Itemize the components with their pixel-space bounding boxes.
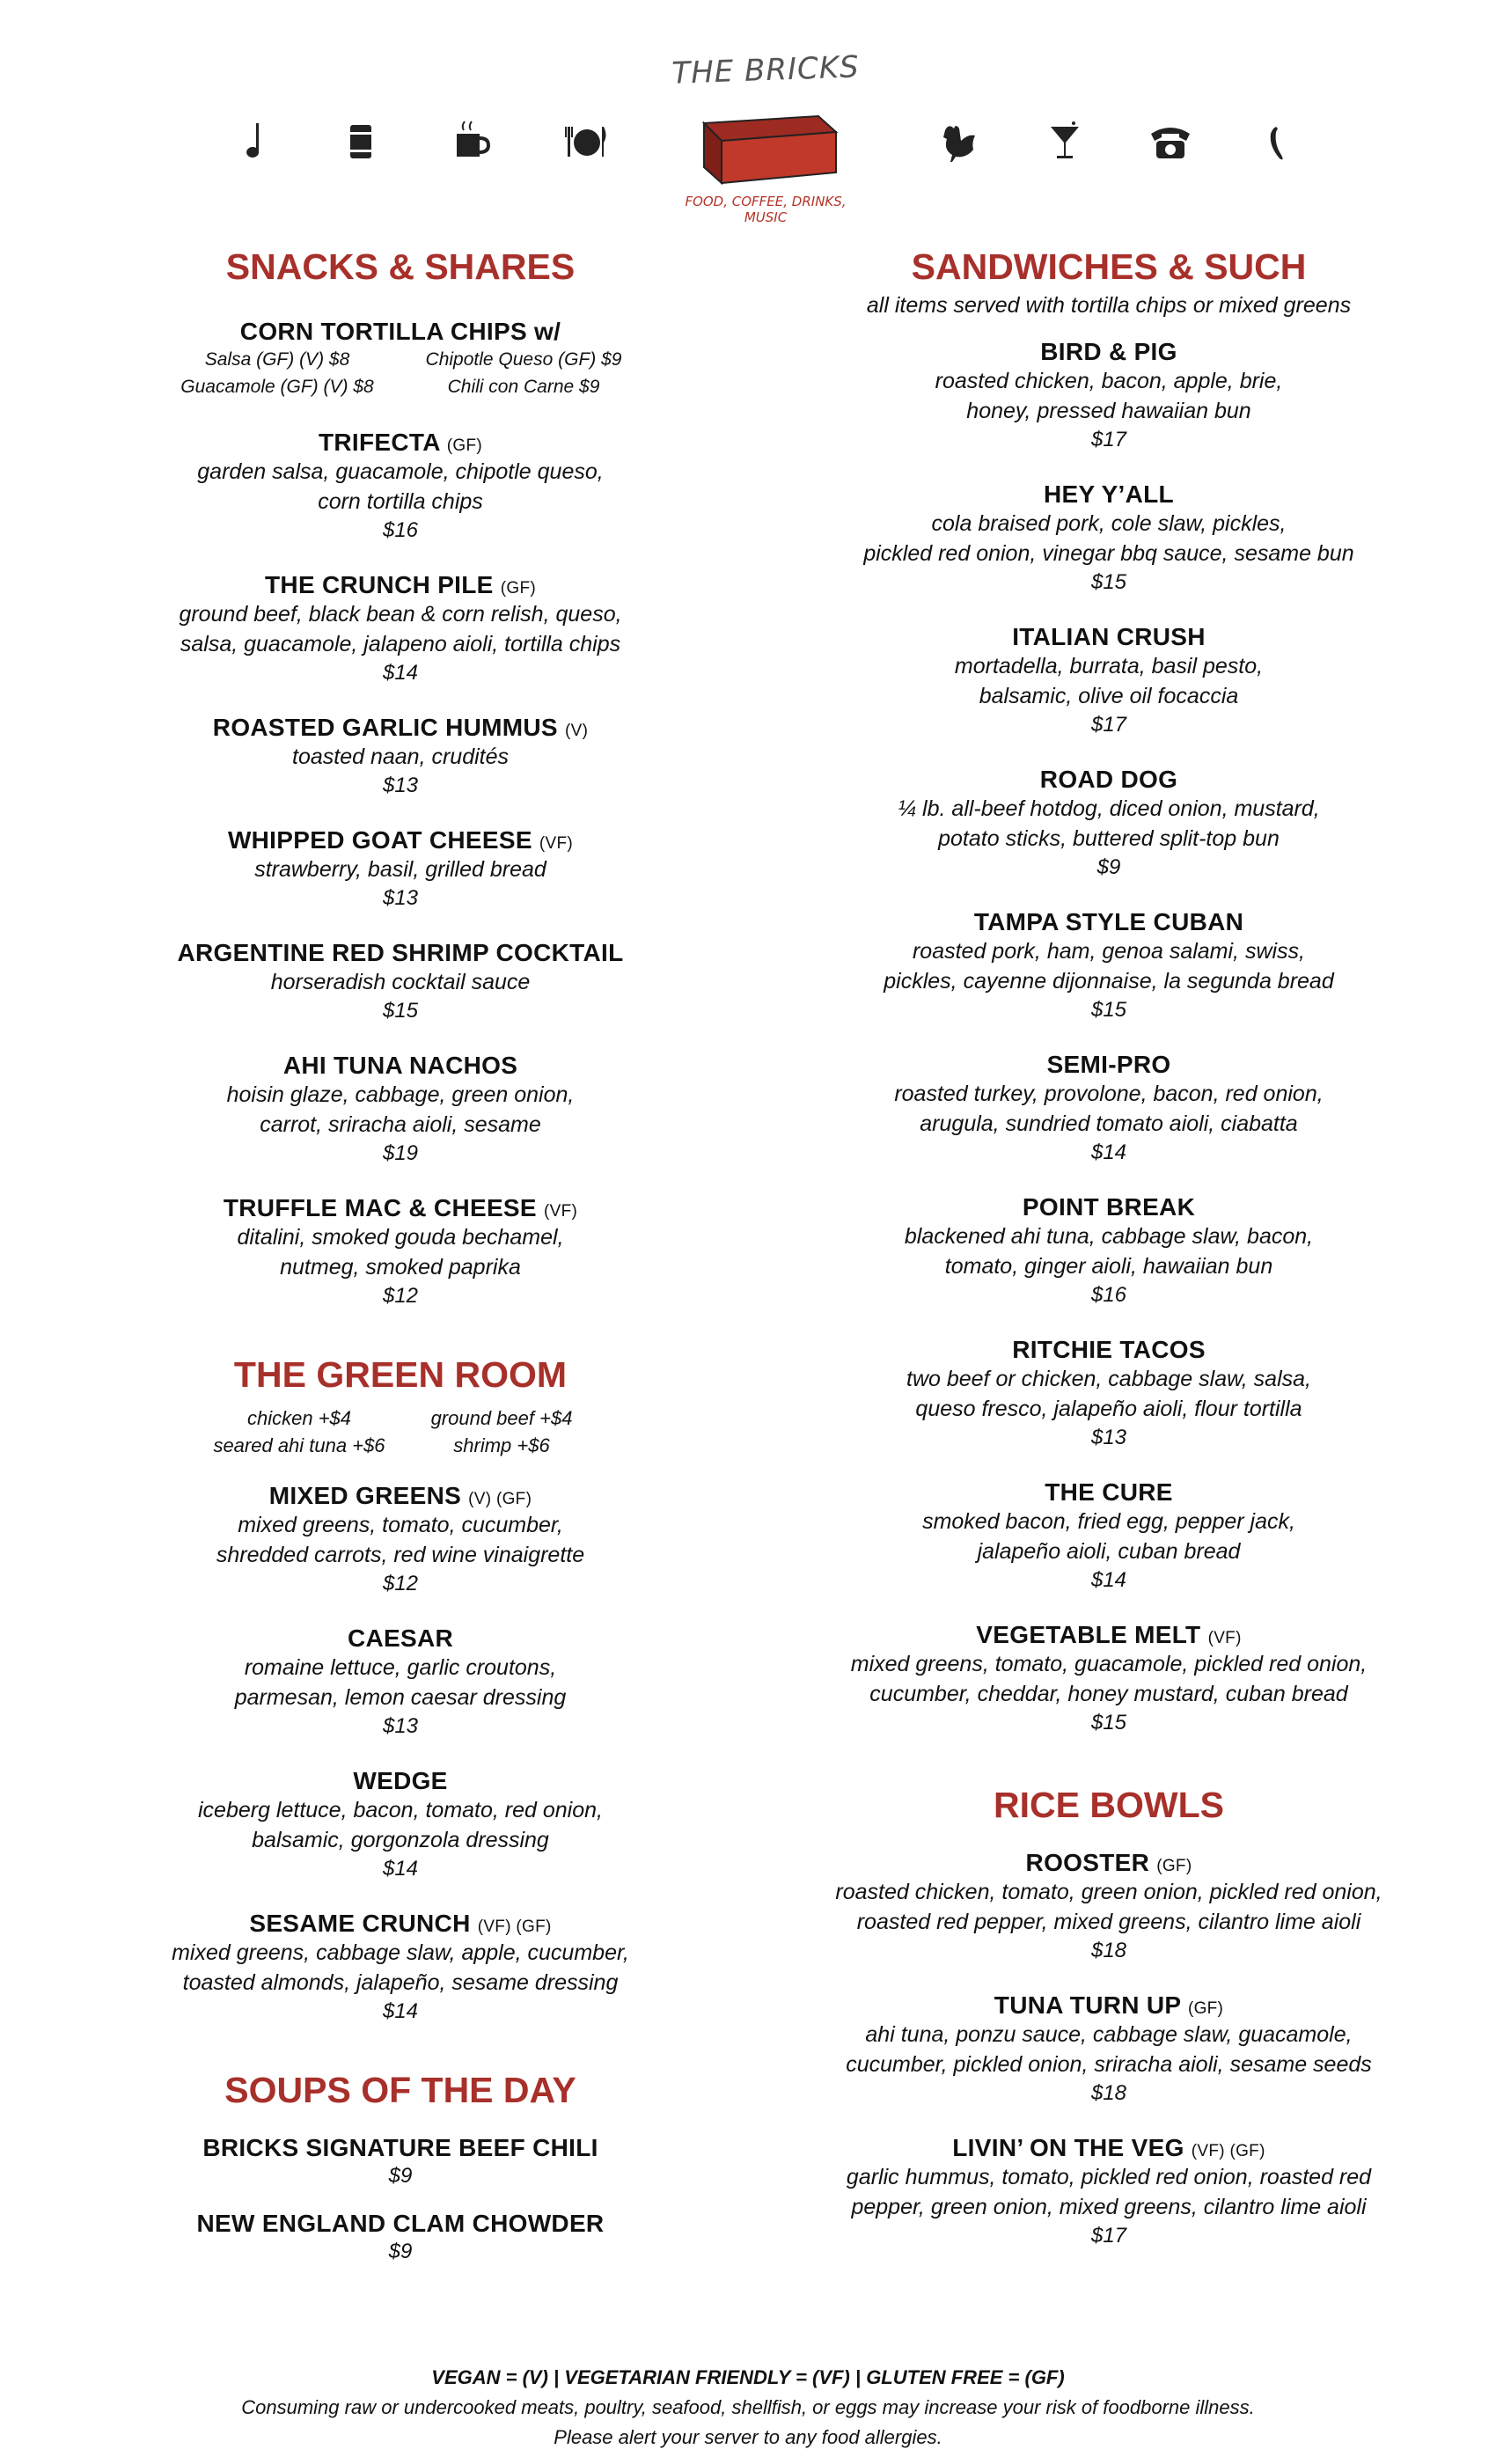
diet-tag: (VF) (GF) xyxy=(477,1918,552,1936)
item-price: $12 xyxy=(382,1284,419,1308)
item-price: $13 xyxy=(382,774,419,797)
item-price: $15 xyxy=(1090,570,1127,594)
item-desc: pickles, cayenne dijonnaise, la segunda bread xyxy=(884,969,1334,994)
menu-item xyxy=(792,908,1426,1024)
item-price: $9 xyxy=(388,2240,413,2263)
logo xyxy=(669,49,862,225)
menu-item xyxy=(114,1910,686,2026)
item-price: $14 xyxy=(1090,1140,1127,1164)
item-name: WEDGE xyxy=(353,1767,448,1794)
section-note: all items served with tortilla chips or mixed greens xyxy=(866,293,1352,318)
item-name: CORN TORTILLA CHIPS w/ xyxy=(239,318,561,345)
item-name: HEY Y’ALL xyxy=(1044,480,1174,508)
item-price: $15 xyxy=(382,999,419,1023)
item-desc: mixed greens, tomato, cucumber, xyxy=(238,1513,563,1537)
item-price: $17 xyxy=(1090,2224,1127,2248)
item-desc: garden salsa, guacamole, chipotle queso, xyxy=(197,459,604,484)
item-price: $18 xyxy=(1090,2081,1127,2105)
item-price: $17 xyxy=(1090,713,1127,737)
item-desc: horseradish cocktail sauce xyxy=(270,970,531,994)
item-desc: roasted chicken, bacon, apple, brie, xyxy=(935,369,1283,393)
protein-addons xyxy=(198,1404,603,1459)
menu-item xyxy=(114,1052,686,1168)
coffee-cup-icon xyxy=(334,114,387,167)
diet-tag: (GF) xyxy=(500,579,536,598)
item-desc: hoisin glaze, cabbage, green onion, xyxy=(226,1082,575,1107)
item-desc: cucumber, cheddar, honey mustard, cuban bread xyxy=(869,1682,1348,1706)
item-desc: balsamic, olive oil focaccia xyxy=(979,684,1239,708)
item-name: TRIFECTA xyxy=(318,429,440,456)
item-desc: toasted almonds, jalapeño, sesame dressing xyxy=(182,1970,619,1995)
menu-item xyxy=(792,1849,1426,1965)
rooster-icon xyxy=(933,114,986,167)
menu-item xyxy=(114,2134,686,2190)
item-desc: mixed greens, cabbage slaw, apple, cucumber, xyxy=(172,1940,629,1965)
diet-tag: (GF) xyxy=(1187,1999,1224,2018)
item-name: TAMPA STYLE CUBAN xyxy=(973,908,1244,935)
item-price: $12 xyxy=(382,1572,419,1595)
item-desc: smoked bacon, fried egg, pepper jack, xyxy=(922,1509,1295,1534)
menu-item xyxy=(792,338,1426,454)
item-price: $17 xyxy=(1090,428,1127,451)
item-desc: arugula, sundried tomato aioli, ciabatta xyxy=(920,1111,1298,1136)
diet-tag: (V) (GF) xyxy=(468,1490,532,1508)
addon: chicken +$4 xyxy=(246,1407,352,1429)
menu-item xyxy=(792,1193,1426,1309)
right-column xyxy=(792,246,1426,2250)
item-desc: salsa, guacamole, jalapeno aioli, tortilla chips xyxy=(180,632,621,656)
item-name: VEGETABLE MELT xyxy=(976,1621,1201,1648)
item-name: WHIPPED GOAT CHEESE xyxy=(227,826,532,854)
brick-logo-icon xyxy=(686,99,845,187)
menu-item xyxy=(792,623,1426,739)
chips-options xyxy=(154,346,647,400)
menu-item xyxy=(114,1194,686,1310)
item-price: $14 xyxy=(382,661,419,685)
item-desc: pickled red onion, vinegar bbq sauce, sesame bun xyxy=(863,541,1354,566)
section-title-green-room: THE GREEN ROOM xyxy=(233,1354,568,1395)
diet-tag: (VF) xyxy=(539,834,574,853)
item-name: ITALIAN CRUSH xyxy=(1012,623,1206,650)
item-price: $16 xyxy=(382,518,419,542)
section-title-snacks: SNACKS & SHARES xyxy=(225,246,576,287)
menu-header xyxy=(0,0,1496,229)
martini-glass-icon xyxy=(1038,114,1091,167)
item-desc: nutmeg, smoked paprika xyxy=(280,1255,521,1280)
item-price: $15 xyxy=(1090,998,1127,1022)
item-price: $19 xyxy=(382,1141,419,1165)
item-price: $15 xyxy=(1090,1711,1127,1734)
item-name: LIVIN’ ON THE VEG xyxy=(952,2134,1184,2161)
item-desc: parmesan, lemon caesar dressing xyxy=(234,1685,567,1710)
item-desc: ground beef, black bean & corn relish, queso, xyxy=(179,602,622,627)
item-price: $13 xyxy=(382,1714,419,1738)
item-name: THE CRUNCH PILE xyxy=(265,571,494,598)
item-price: $9 xyxy=(388,2164,413,2188)
section-title-sandwiches: SANDWICHES & SUCH xyxy=(911,246,1307,287)
menu-item xyxy=(792,766,1426,882)
music-note-icon xyxy=(229,114,282,167)
plate-fork-knife-icon xyxy=(559,114,612,167)
item-desc: cucumber, pickled onion, sriracha aioli, sesame seeds xyxy=(846,2052,1372,2077)
diet-tag: (VF) (GF) xyxy=(1191,2142,1265,2160)
item-name: TRUFFLE MAC & CHEESE xyxy=(223,1194,537,1221)
item-desc: romaine lettuce, garlic croutons, xyxy=(244,1655,557,1680)
item-price: $13 xyxy=(382,886,419,910)
item-desc: cola braised pork, cole slaw, pickles, xyxy=(931,511,1287,536)
addon: ground beef +$4 xyxy=(430,1407,573,1429)
telephone-icon xyxy=(1144,114,1197,167)
menu-item xyxy=(114,2210,686,2266)
item-desc: iceberg lettuce, bacon, tomato, red onion, xyxy=(197,1798,603,1822)
item-desc: roasted pork, ham, genoa salami, swiss, xyxy=(912,939,1306,964)
diet-tag: (GF) xyxy=(1156,1857,1192,1875)
item-desc: ahi tuna, ponzu sauce, cabbage slaw, guacamole, xyxy=(865,2022,1353,2047)
menu-item xyxy=(792,2134,1426,2250)
menu-item-chips xyxy=(114,318,686,400)
item-desc: strawberry, basil, grilled bread xyxy=(254,857,546,882)
item-price: $16 xyxy=(1090,1283,1127,1307)
foodborne-warning: Consuming raw or undercooked meats, poultry, seafood, shellfish, or eggs may increase your risk of foodborne illness. xyxy=(241,2396,1255,2418)
menu-item xyxy=(114,1624,686,1741)
section-title-rice-bowls: RICE BOWLS xyxy=(994,1785,1224,1825)
item-desc: blackened ahi tuna, cabbage slaw, bacon, xyxy=(904,1224,1314,1249)
item-desc: roasted turkey, provolone, bacon, red onion, xyxy=(894,1082,1324,1106)
section-title-soups: SOUPS OF THE DAY xyxy=(224,2070,576,2110)
logo-title: THE BRICKS xyxy=(671,49,861,92)
item-name: ROOSTER xyxy=(1025,1849,1150,1876)
chips-option: Guacamole (GF) (V) $8 xyxy=(180,377,374,397)
item-desc: potato sticks, buttered split-top bun xyxy=(938,826,1280,851)
chips-option: Salsa (GF) (V) $8 xyxy=(204,349,350,370)
item-desc: mortadella, burrata, basil pesto, xyxy=(954,654,1264,678)
diet-tag: (V) xyxy=(564,722,589,740)
item-name: MIXED GREENS xyxy=(268,1482,462,1509)
menu-item xyxy=(114,714,686,800)
menu-item xyxy=(114,939,686,1025)
item-desc: roasted chicken, tomato, green onion, pickled red onion, xyxy=(835,1880,1382,1904)
item-name: NEW ENGLAND CLAM CHOWDER xyxy=(196,2210,605,2237)
item-name: TUNA TURN UP xyxy=(994,1991,1181,2019)
item-desc: ¼ lb. all-beef hotdog, diced onion, mustard, xyxy=(898,796,1320,821)
item-name: ARGENTINE RED SHRIMP COCKTAIL xyxy=(177,939,624,966)
item-desc: carrot, sriracha aioli, sesame xyxy=(260,1112,541,1137)
item-name: POINT BREAK xyxy=(1022,1193,1196,1221)
item-desc: ditalini, smoked gouda bechamel, xyxy=(237,1225,564,1250)
item-desc: honey, pressed hawaiian bun xyxy=(966,399,1251,423)
chips-option: Chipotle Queso (GF) $9 xyxy=(425,349,622,370)
item-desc: pepper, green onion, mixed greens, cilantro lime aioli xyxy=(851,2195,1367,2219)
menu-item xyxy=(792,480,1426,597)
chili-pepper-icon xyxy=(1250,114,1302,167)
menu-footer xyxy=(0,2363,1496,2453)
menu-item xyxy=(114,826,686,913)
item-desc: roasted red pepper, mixed greens, cilantro lime aioli xyxy=(856,1910,1361,1934)
menu-item xyxy=(792,1991,1426,2108)
item-price: $9 xyxy=(1096,855,1121,879)
item-name: ROASTED GARLIC HUMMUS xyxy=(212,714,558,741)
item-desc: queso fresco, jalapeño aioli, flour tortilla xyxy=(915,1397,1302,1421)
item-name: CAESAR xyxy=(347,1624,454,1652)
item-name: SESAME CRUNCH xyxy=(249,1910,471,1937)
item-name: AHI TUNA NACHOS xyxy=(282,1052,518,1079)
diet-tag: (VF) xyxy=(1207,1629,1242,1647)
hot-coffee-mug-icon xyxy=(444,114,497,167)
item-price: $13 xyxy=(1090,1426,1127,1449)
item-desc: balsamic, gorgonzola dressing xyxy=(252,1828,549,1852)
item-name: THE CURE xyxy=(1045,1478,1173,1506)
item-price: $14 xyxy=(382,1999,419,2023)
menu-item xyxy=(792,1478,1426,1595)
menu-item xyxy=(792,1621,1426,1737)
item-price: $18 xyxy=(1090,1939,1127,1962)
menu-item xyxy=(114,571,686,687)
addon: shrimp +$6 xyxy=(453,1434,550,1456)
item-desc: corn tortilla chips xyxy=(318,489,483,514)
item-desc: shredded carrots, red wine vinaigrette xyxy=(216,1543,585,1567)
item-desc: tomato, ginger aioli, hawaiian bun xyxy=(944,1254,1273,1279)
diet-legend: VEGAN = (V) | VEGETARIAN FRIENDLY = (VF) | GLUTEN FREE = (GF) xyxy=(431,2366,1065,2388)
diet-tag: (GF) xyxy=(446,436,483,455)
item-desc: two beef or chicken, cabbage slaw, salsa, xyxy=(906,1367,1311,1391)
menu-item xyxy=(114,429,686,545)
item-price: $14 xyxy=(1090,1568,1127,1592)
chips-option: Chili con Carne $9 xyxy=(447,377,600,397)
item-desc: mixed greens, tomato, guacamole, pickled red onion, xyxy=(850,1652,1368,1676)
item-name: BRICKS SIGNATURE BEEF CHILI xyxy=(202,2134,598,2161)
item-desc: jalapeño aioli, cuban bread xyxy=(977,1539,1241,1564)
menu-item xyxy=(114,1767,686,1883)
menu-item xyxy=(792,1051,1426,1167)
item-name: SEMI-PRO xyxy=(1046,1051,1171,1078)
item-price: $14 xyxy=(382,1857,419,1881)
item-name: RITCHIE TACOS xyxy=(1012,1336,1206,1363)
allergy-notice: Please alert your server to any food allergies. xyxy=(554,2426,942,2448)
item-name: BIRD & PIG xyxy=(1040,338,1177,365)
diet-tag: (VF) xyxy=(543,1202,578,1221)
addon: seared ahi tuna +$6 xyxy=(213,1434,385,1456)
left-column xyxy=(114,246,686,2266)
menu-item xyxy=(114,1482,686,1598)
item-desc: garlic hummus, tomato, pickled red onion, roasted red xyxy=(846,2165,1372,2189)
menu-item xyxy=(792,1336,1426,1452)
item-desc: toasted naan, crudités xyxy=(292,744,509,769)
item-name: ROAD DOG xyxy=(1039,766,1178,793)
logo-tagline: FOOD, COFFEE, DRINKS, MUSIC xyxy=(685,194,847,225)
